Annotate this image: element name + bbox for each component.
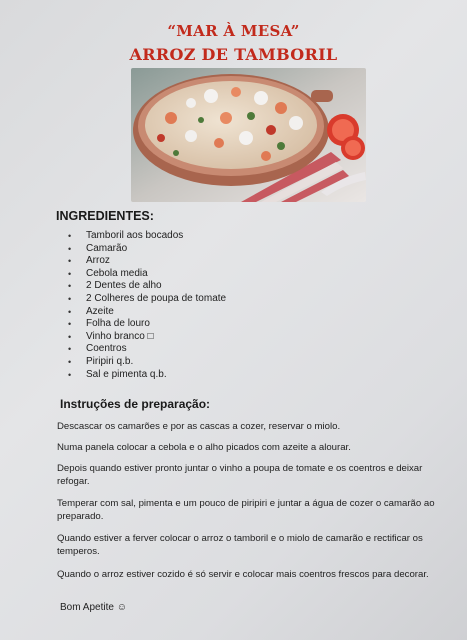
bullet-icon: •: [68, 281, 72, 292]
instruction-step: Temperar com sal, pimenta e um pouco de piripiri e juntar a água de cozer o camarão ao preparado.: [57, 498, 435, 522]
list-item: • Tamboril aos bocados: [68, 230, 184, 241]
bullet-icon: •: [68, 256, 72, 267]
bullet-icon: •: [68, 369, 72, 380]
bullet-icon: •: [68, 344, 72, 355]
bullet-icon: •: [68, 356, 72, 367]
bullet-icon: •: [68, 293, 72, 304]
list-item: • Camarão: [68, 242, 128, 254]
list-item: • Folha de louro: [68, 318, 150, 330]
dish-illustration: [131, 68, 366, 202]
bullet-icon: •: [68, 331, 72, 342]
list-item: • 2 Colheres de poupa de tomate: [68, 292, 227, 304]
ingredients-list: [68, 230, 226, 381]
bullet-icon: •: [68, 306, 72, 317]
list-item: • Sal e pimenta q.b.: [68, 368, 167, 380]
instructions-heading: Instruções de preparação:: [60, 397, 211, 411]
list-item: • 2 Dentes de alho: [68, 280, 162, 292]
list-item: • Cebola media: [68, 267, 148, 279]
bullet-icon: •: [68, 319, 72, 330]
instruction-step: Quando o arroz estiver cozido é só servir e colocar mais coentros frescos para decorar.: [57, 569, 429, 580]
recipe-title: ARROZ DE TAMBORIL: [129, 45, 338, 64]
dish-photo: [131, 68, 366, 202]
bullet-icon: •: [68, 243, 72, 254]
instruction-step: Quando estiver a ferver colocar o arroz o tamboril e o miolo de camarão e rectificar os temperos.: [57, 533, 423, 557]
ingredients-heading: INGREDIENTES:: [56, 209, 154, 223]
list-item: • Coentros: [68, 343, 127, 355]
instruction-step: Depois quando estiver pronto juntar o vinho a poupa de tomate e os coentros e deixar refogar.: [57, 463, 423, 487]
closing-greeting: Bom Apetite ☺: [60, 602, 127, 613]
list-item: • Arroz: [68, 255, 110, 267]
bullet-icon: •: [68, 231, 72, 241]
recipe-series-title: “MAR À MESA”: [167, 22, 300, 40]
instruction-step: Descascar os camarões e por as cascas a cozer, reservar o miolo.: [57, 421, 341, 432]
list-item: • Vinho branco □: [68, 330, 154, 342]
list-item: • Piripiri q.b.: [68, 355, 134, 367]
instruction-step: Numa panela colocar a cebola e o alho picados com azeite a alourar.: [57, 442, 351, 453]
bullet-icon: •: [68, 268, 72, 279]
list-item: • Azeite: [68, 305, 114, 317]
